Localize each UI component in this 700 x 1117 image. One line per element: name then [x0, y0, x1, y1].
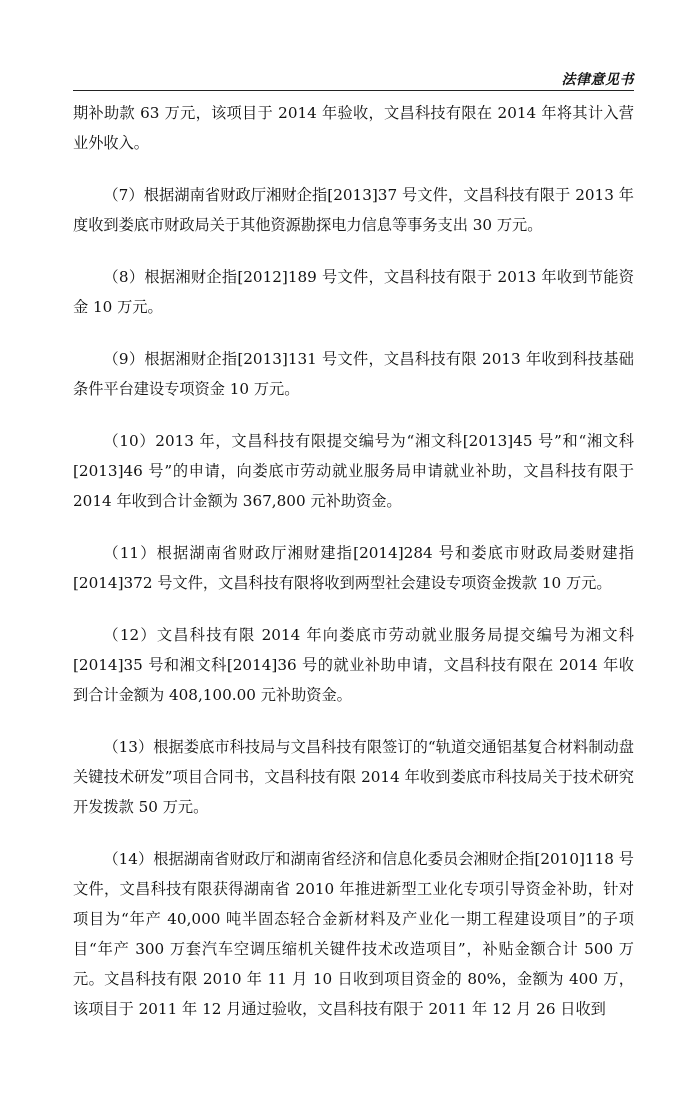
paragraph-item-10: （10）2013 年，文昌科技有限提交编号为“湘文科[2013]45 号”和“湘文科[2013]46 号”的申请，向娄底市劳动就业服务局申请就业补助，文昌科技有限于 2014 年收到合计金额为 367,800 元补助资金。: [73, 432, 634, 510]
paragraph-item-14: （14）根据湖南省财政厅和湖南省经济和信息化委员会湘财企指[2010]118 号文件，文昌科技有限获得湖南省 2010 年推进新型工业化专项引导资金补助，针对项目为“年产 40,000 吨半固态轻合金新材料及产业化一期工程建设项目”的子项目“年产 300 万套汽车空调压缩机关键件技术改造项目”，补贴金额合计 500 万元。文昌科技有限 2010 年 11 月 10 日收到项目资金的 80%，金额为 400 万，该项目于 2011 年 12 月通过验收，文昌科技有限于 2011 年 12 月 26 日收到: [73, 850, 634, 1018]
paragraph-item-8: （8）根据湘财企指[2012]189 号文件，文昌科技有限于 2013 年收到节能资金 10 万元。: [73, 268, 634, 316]
paragraph-continuation: 期补助款 63 万元，该项目于 2014 年验收，文昌科技有限在 2014 年将其计入营业外收入。: [73, 104, 634, 152]
header-title: 法律意见书: [561, 72, 634, 88]
document-body: [73, 98, 634, 1046]
paragraph-item-9: （9）根据湘财企指[2013]131 号文件，文昌科技有限 2013 年收到科技基础条件平台建设专项资金 10 万元。: [73, 350, 634, 398]
page-header: [73, 66, 634, 91]
paragraph-item-7: （7）根据湖南省财政厅湘财企指[2013]37 号文件，文昌科技有限于 2013 年度收到娄底市财政局关于其他资源勘探电力信息等事务支出 30 万元。: [73, 186, 634, 234]
paragraph-item-12: （12）文昌科技有限 2014 年向娄底市劳动就业服务局提交编号为湘文科[2014]35 号和湘文科[2014]36 号的就业补助申请，文昌科技有限在 2014 年收到合计金额为 408,100.00 元补助资金。: [73, 626, 634, 704]
paragraph-item-11: （11）根据湖南省财政厅湘财建指[2014]284 号和娄底市财政局娄财建指[2014]372 号文件，文昌科技有限将收到两型社会建设专项资金拨款 10 万元。: [73, 544, 634, 592]
paragraph-item-13: （13）根据娄底市科技局与文昌科技有限签订的“轨道交通铝基复合材料制动盘关键技术研发”项目合同书，文昌科技有限 2014 年收到娄底市科技局关于技术研究开发拨款 50 万元。: [73, 738, 634, 816]
